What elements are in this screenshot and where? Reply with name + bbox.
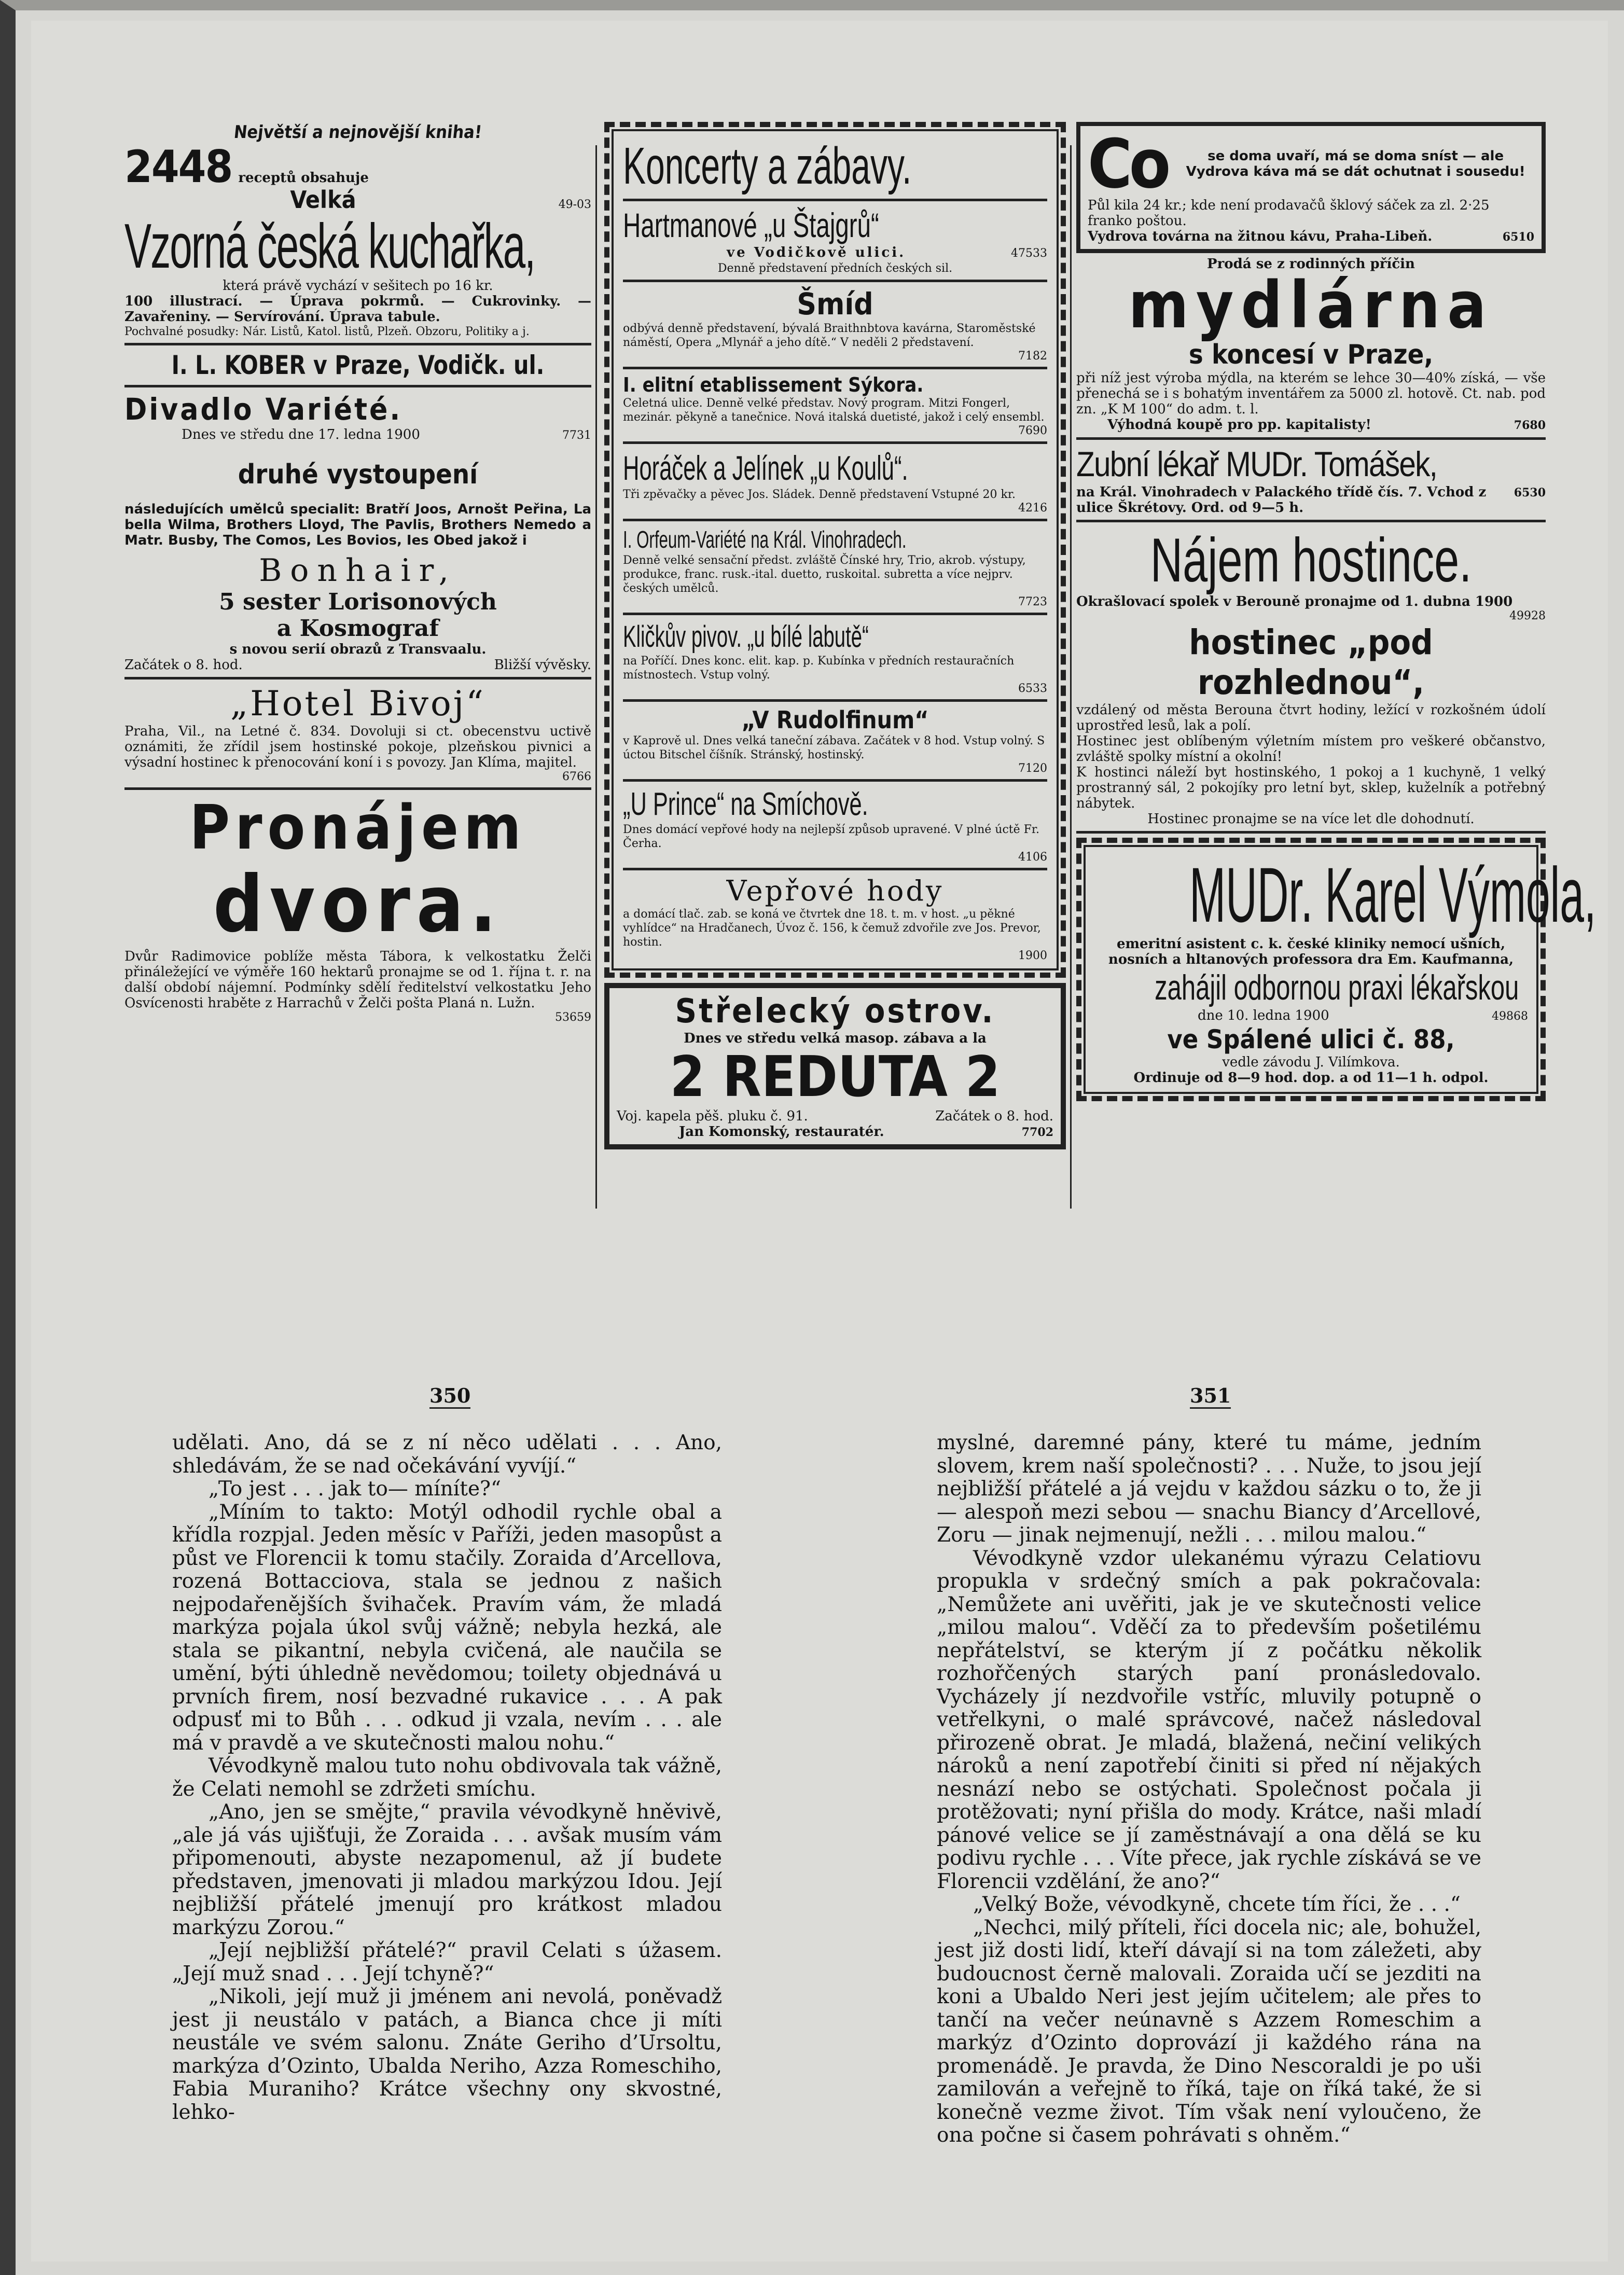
ostrov-reduta: 2 REDUTA 2 (670, 1045, 1001, 1109)
mydlarna-deal: Výhodná koupě pro pp. kapitalisty! (1107, 417, 1371, 433)
story-left-paragraph: „To jest . . . jak to— míníte?“ (209, 1477, 501, 1501)
horacek-title: Horáček a Jelínek „u Koulů“. (623, 449, 908, 487)
kober-cookbook-ad (124, 122, 591, 387)
klickuv-text: na Poříčí. Dnes konc. elit. kap. p. Kubínka v předních restauračních místnostech. Vstup volný. (623, 655, 1015, 682)
middle-ad-column (604, 122, 1066, 1149)
vydra-code: 6510 (1502, 230, 1534, 244)
najem-code: 49928 (1509, 609, 1546, 622)
lekar-ad (1076, 444, 1546, 522)
variete-sisters: 5 sester Lorisonových (219, 589, 497, 615)
ostrov-sub: Dnes ve středu velká masop. zábava a la (684, 1031, 987, 1046)
sykora-text: Celetná ulice. Denně velké představ. Nový program. Mitzi Fongerl, mezinár. pěkyně a tanečnice. Nová italská duetisté, jakož i celý ensembl. (623, 397, 1045, 424)
dvur-title2: dvora. (213, 859, 503, 950)
orfeum-code: 7723 (1018, 595, 1047, 608)
rudolfinum-code: 7120 (1018, 762, 1047, 775)
rudolfinum-text: v Kaprově ul. Dnes velká taneční zábava. Začátek v 8 hod. Vstup volný. S úctou Bitschel číšník. Stránský, hostinský. (623, 734, 1045, 761)
mydlarna-title: mydlárna (1128, 268, 1494, 343)
bivoj-text: Praha, Vil., na Letné č. 834. Dovoluji si ct. obecenstvu uctivě oznámiti, že zřídil jsem hostinské pokoje, plzeňskou pivnici a výsadní hostinec k přenocování koní i s povozy. Jan Klíma, majitel. (124, 724, 591, 770)
hartman-street: ve Vodičkově ulici. (727, 245, 906, 260)
story-column-right (937, 1432, 1481, 2147)
kober-top-line: Největší a nejnovější kniha! (232, 122, 483, 143)
ostrov-start: Začátek o 8. hod. (935, 1108, 1053, 1124)
column-separator-left (595, 145, 597, 1209)
najem-hostinec: hostinec „pod rozhlednou“, (1189, 622, 1433, 702)
dvur-ad (124, 794, 591, 1024)
vymola-date: dne 10. ledna 1900 (1198, 1008, 1329, 1023)
story-right-paragraph: Vévodkyně vzdor ulekanému výrazu Celatiovu propukla v srdečný smích a pak pokračovala: „Nemůžete ani uvěřiti, jak je ve skutečnosti velice „milou malou“. Vděčí za to především pošetilému nepřátelství, se kterým jí z počátku několik rozhořčených starých paní pronásledovalo. Vycházely jí nezdvořile vstříc, mluvily potupně o vetřelkyni, o malé správcové, načež následoval přirozeně obrat. Je mladá, blažená, nečiní velikých nároků a není zapotřebí činiti si před ní nějakých nesnází nebo se ostýchati. Společnost počala ji protěžovati; nyní přišla do mody. Krátce, naši mladí pánové velice se jí zaměstnávají a ona dělá se ku podivu rychle . . . Víte přece, jak rychle získává se ve Florencii vzdělání, že ano?“ (937, 1546, 1481, 1893)
mydlarna-sub: s koncesí v Praze, (1188, 339, 1434, 370)
kober-code: 49-03 (558, 198, 591, 211)
orfeum-title: I. Orfeum-Variété na Král. Vinohradech. (623, 526, 907, 553)
story-left-paragraph: „Její nejbližší přátelé?“ pravil Celati s úžasem. „Její muž snad . . . Její tchyně?“ (172, 1939, 722, 1986)
variete-ad (124, 392, 591, 679)
vydra-text: se doma uvaří, má se doma sníst — ale Vydrova káva má se dát ochutnat i sousedu! (1186, 148, 1525, 179)
najem-text3: K hostinci náleží byt hostinského, 1 pokoj a 1 kuchyně, 1 velký prostranný sál, 2 pokojíky pro letní byt, sklep, kuželník a potřebný nábytek. (1076, 765, 1546, 811)
najem-text2: Hostinec jest oblíbeným výletním místem pro veškeré občanstvo, zvláště spolky místní a okolní! (1076, 733, 1546, 765)
ostrov-ad (604, 983, 1066, 1149)
rudolfinum-title: „V Rudolfinum“ (741, 706, 929, 734)
vymola-hours: Ordinuje od 8—9 hod. dop. a od 11—1 h. odpol. (1133, 1070, 1489, 1086)
kober-praise: Pochvalné posudky: Nár. Listů, Katol. listů, Plzeň. Obzoru, Politiky a j. (124, 325, 530, 338)
variete-code: 7731 (562, 429, 591, 442)
variete-date: Dnes ve středu dne 17. ledna 1900 (182, 427, 420, 442)
ostrov-code: 7702 (1021, 1126, 1053, 1139)
variete-kosmograf: a Kosmograf (276, 615, 439, 642)
page-number-left: 350 (429, 1384, 470, 1409)
story-left-paragraph: „Ano, jen se smějte,“ pravila vévodkyně hněvivě, „ale já vás ujišťuji, že Zoraida . . . avšak musím vám připomenouti, abyste nezapomenul, až jí budete představen, jmenovati ji mladou markýzou Idou. Její nejbližší přátelé jmenují pro krátkost mladou markýzu Zorou.“ (172, 1800, 722, 1939)
kober-velka: Velká (290, 186, 356, 214)
klickuv-title: Kličkův pivov. „u bílé labutě“ (623, 620, 869, 654)
ostrov-title: Střelecký ostrov. (675, 992, 995, 1031)
kober-title: Vzorná česká kuchařka, (124, 211, 535, 281)
story-left-paragraph: „Nikoli, její muž ji jménem ani nevolá, poněvadž jest ji neustálo v patách, a Bianca chce ji míti neustále ve svém salonu. Znáte Geriho d’Ursoltu, markýza d’Ozinto, Ubalda Neriho, Azza Romeschiho, Fabia Muraniho? Krátce všechny ony skvostné, lehko- (172, 1985, 722, 2124)
dvur-text: Dvůr Radimovice poblíže města Tábora, k velkostatku Želči přináležející ve výměře 160 hektarů pronajme se od 1. října t. r. na další období nájemní. Podmínky sdělí ředitelství velkostatku Jeho Osvícenosti hraběte z Harrachů v Želči pošta Planá n. Lužn. (124, 949, 591, 1011)
vydra-ad (1076, 122, 1546, 253)
right-ad-column (1076, 122, 1597, 1101)
variete-series: s novou serií obrazů z Transvaalu. (229, 642, 487, 657)
hartman-text: Denně představení předních českých sil. (717, 262, 953, 275)
concerts-heading: Koncerty a zábavy. (623, 137, 912, 195)
variete-title: Divadlo Variété. (124, 392, 402, 427)
najem-text1: vzdálený od města Berouna čtvrt hodiny, ležící v rozkošném údolí uprostřed lesů, lak a polí. (1076, 702, 1546, 733)
smid-code: 7182 (1018, 350, 1047, 363)
sykora-code: 7690 (1018, 424, 1047, 437)
horacek-text: Tři zpěvačky a pěvec Jos. Sládek. Denně představení Vstupné 20 kr. (623, 488, 1016, 501)
najem-intro: Okrašlovací spolek v Berouně pronajme od 1. dubna 1900 (1076, 594, 1513, 609)
smid-title: Šmíd (797, 286, 873, 322)
vymola-address: ve Spálené ulici č. 88, (1167, 1024, 1455, 1055)
bivoj-ad (124, 684, 591, 790)
vymola-text: emeritní asistent c. k. české kliniky nemocí ušních, nosních a hltanových professora dra Em. Kaufmanna, (1108, 936, 1514, 967)
ostrov-owner: Jan Komonský, restauratér. (679, 1124, 884, 1140)
page-number-right: 351 (1190, 1384, 1231, 1409)
dvur-title1: Pronájem (189, 792, 526, 863)
vydra-factory: Vydrova továrna na žitnou kávu, Praha-Libeň. (1088, 229, 1433, 244)
kober-subtitle: která právě vychází v sešitech po 16 kr. (223, 278, 493, 294)
bivoj-title: „Hotel Bivoj“ (230, 684, 485, 724)
left-ad-column (124, 122, 591, 1027)
smid-text: odbývá denně představení, bývalá Braithnbtova kavárna, Staroměstské náměstí, Opera „Mlynář a jeho dítě.“ V neděli 2 představení. (623, 322, 1036, 349)
hartman-code: 47533 (1011, 247, 1047, 260)
story-left-paragraph: Vévodkyně malou tuto nohu obdivovala tak vážně, že Celati nemohl se zdržeti smíchu. (172, 1754, 722, 1801)
variete-headline: druhé vystoupení (238, 459, 478, 490)
vymola-big: zahájil odbornou praxi lékařskou (1155, 968, 1519, 1007)
column-separator-right (1070, 145, 1072, 1209)
ostrov-band: Voj. kapela pěš. pluku č. 91. (617, 1108, 808, 1124)
najem-text4: Hostinec pronajme se na více let dle dohodnutí. (1147, 811, 1475, 827)
hartman-title: Hartmanové „u Štajgrů“ (623, 206, 879, 244)
mydlarna-top: Prodá se z rodinných příčin (1207, 256, 1415, 272)
hody-code: 1900 (1018, 949, 1047, 962)
vymola-near: vedle závodu J. Vilímkova. (1222, 1055, 1400, 1070)
story-right-paragraph: myslné, daremné pány, které tu máme, jedním slovem, krem naší společnosti? . . . Nuže, to jsou její nejbližší přátelé a já vejdu v každou sázku o to, že ji — alespoň mezi sebou — snachu Biancy d’Arcellové, Zoru — jinak nejmenují, nežli . . . milou malou.“ (937, 1431, 1481, 1547)
lekar-title: Zubní lékař MUDr. Tomášek, (1076, 445, 1437, 484)
orfeum-text: Denně velké sensační předst. zvláště Čínské hry, Trio, akrob. výstupy, produkce, franc. rusk.-ital. duetto, ruskoital. subretta a více nejprv. českých umělců. (623, 554, 1026, 595)
kober-recipe-count: 2448 (124, 141, 232, 193)
story-column-left (172, 1432, 722, 2124)
variete-performers: následujících umělců specialit: Bratří Joos, Arnošt Peřina, La bella Wilma, Brothers Lloyd, The Pavlis, Brothers Nemedo a Matr. Busby, The Comos, Les Bovios, Ies Obed jakož i (124, 502, 591, 548)
kober-publisher: I. L. KOBER v Praze, Vodičk. ul. (171, 350, 545, 380)
story-left-paragraph: „Míním to takto: Motýl odhodil rychle obal a křídla rozpjal. Jeden měsíc v Paříži, jeden masopůst a půst ve Florencii k tomu stačily. Zoraida d’Arcellova, rozená Bottacciova, stala se jednou z našich nejpodařenějších švihaček. Pravím vám, že mladá markýza pojala úkol svůj vážně; nebyla hezká, ale stala se pikantní, nebyla cvičená, ale naučila se umění, býti úhledně nevědomou; toilety objednává u prvních firem, nosí bezvadné rukavice . . . A pak odpusť mi to Bůh . . . odkud ji vzala, nevím . . . ale má v pravdě a ve skutečnosti malou nohu.“ (172, 1500, 722, 1755)
story-left-paragraph: udělati. Ano, dá se z ní něco udělati . . . Ano, shledávám, že se nad očekávání vyvíjí.“ (172, 1431, 722, 1478)
mydlarna-ad (1076, 256, 1546, 440)
vymola-code: 49868 (1492, 1010, 1528, 1023)
sykora-title: I. elitní etablissement Sýkora. (623, 373, 924, 396)
lekar-code: 6530 (1514, 486, 1546, 500)
mydlarna-code: 7680 (1514, 419, 1546, 432)
prince-code: 4106 (1018, 851, 1047, 864)
najem-title: Nájem hostince. (1150, 525, 1472, 595)
lekar-text: na Král. Vinohradech v Palackého třídě čís. 7. Vchod z ulice Škrétovy. Ord. od 9—5 h. (1076, 484, 1487, 516)
mydlarna-text: při níž jest výroba mýdla, na kterém se lehce 30—40% získá, — vše přenechá se i s bohatým inventářem za 5000 zl. hotově. Ct. nab. pod zn. „K M 100“ do adm. t. l. (1076, 370, 1546, 417)
hody-title: Vepřové hody (726, 875, 944, 907)
najem-ad (1076, 526, 1546, 834)
prince-title: „U Prince“ na Smíchově. (623, 786, 868, 822)
horacek-code: 4216 (1018, 502, 1047, 515)
concerts-box (604, 122, 1066, 978)
vymola-ad (1076, 838, 1597, 1101)
variete-bonhair: Bonhair, (259, 552, 457, 589)
variete-more: Bližší vývěsky. (494, 657, 591, 673)
bivoj-code: 6766 (562, 770, 591, 783)
story-right-paragraph: „Nechci, milý příteli, říci docela nic; ale, bohužel, jest již dosti lidí, kteří dávají si na tom záležeti, aby budoucnost černě malovali. Zoraida učí se jezditi na koni a Ubaldo Neri jest jejím učitelem; ale přes to tančí na večer neúnavně s Azzem Romeschim a markýz d’Ozinto doprovází ji každého rána na promenádě. Je pravda, že Dino Nescoraldi je po uši zamilován a veřejně to říká, taje on říká také, že si konečně vezme život. Tím však není vyloučeno, že ona počne si časem pohrávati s ohněm.“ (937, 1916, 1481, 2147)
story-right-paragraph: „Velký Bože, vévodkyně, chcete tím říci, že . . .“ (973, 1893, 1461, 1916)
vydra-big-co: Co (1088, 124, 1168, 203)
variete-start: Začátek o 8. hod. (124, 657, 243, 673)
dvur-code: 53659 (555, 1011, 591, 1024)
vymola-title: MUDr. Karel Výmola, (1189, 851, 1597, 938)
hody-text: a domácí tlač. zab. se koná ve čtvrtek dne 18. t. m. v host. „u pěkné vyhlídce“ na Hradčanech, Úvoz č. 156, k čemuž zdvořile zve Jos. Prevor, hostin. (623, 908, 1041, 949)
klickuv-code: 6533 (1018, 682, 1047, 695)
prince-text: Dnes domácí vepřové hody na nejlepší způsob upravené. V plné úctě Fr. Čerha. (623, 823, 1040, 850)
vydra-price: Půl kila 24 kr.; kde není prodavačů šklový sáček za zl. 2·25 franko poštou. (1088, 198, 1490, 229)
kober-recipes-label: receptů obsahuje (238, 170, 369, 186)
kober-features: 100 illustrací. — Úprava pokrmů. — Cukrovinky. — Zavařeniny. — Servírování. Úprava tabule. (124, 294, 591, 325)
